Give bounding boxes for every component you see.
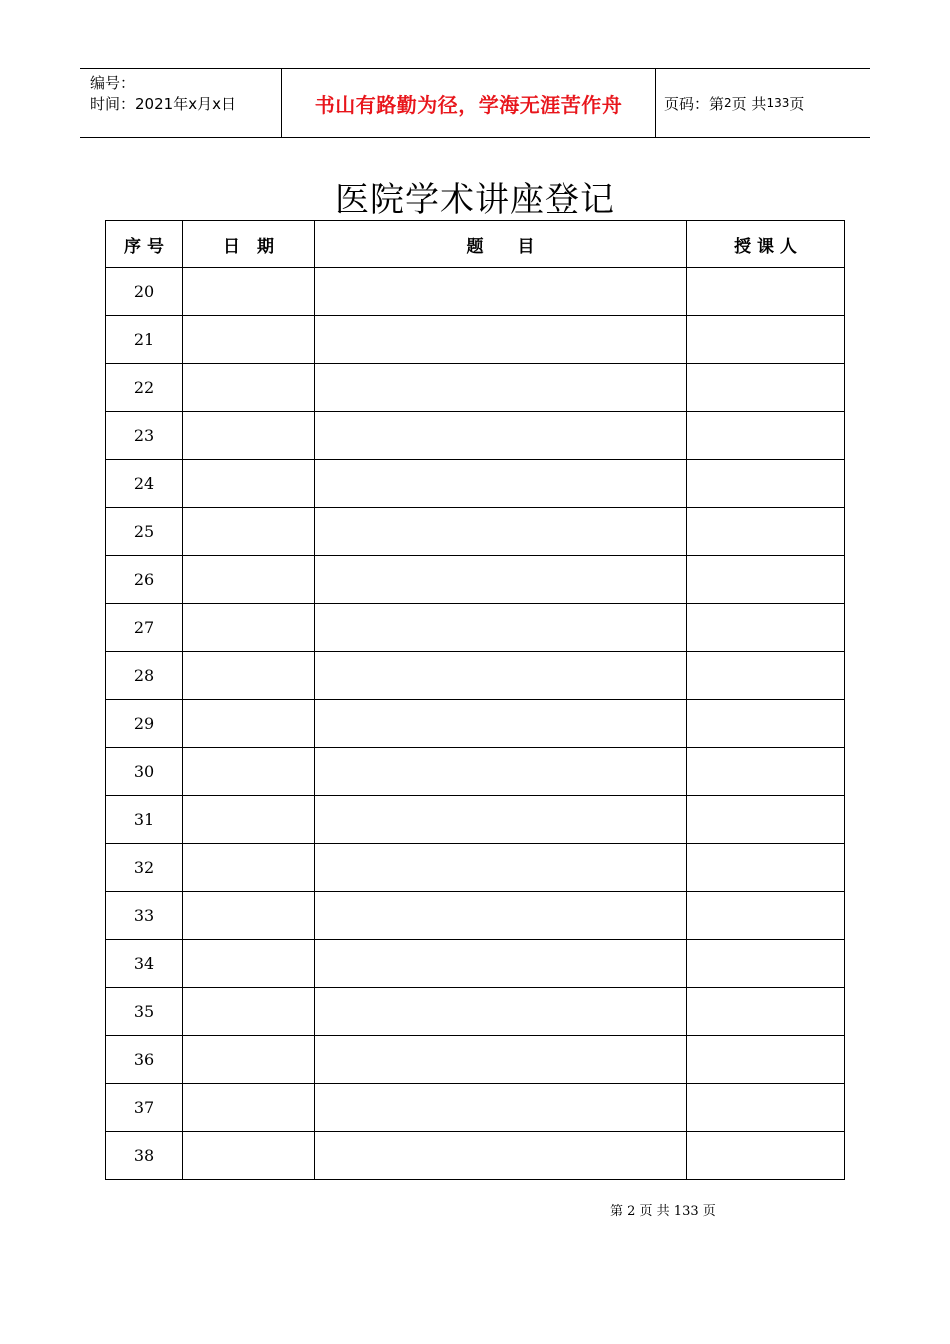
row-topic xyxy=(315,268,687,316)
row-index: 26 xyxy=(106,556,183,604)
row-topic xyxy=(315,1036,687,1084)
column-header-lecturer: 授 课 人 xyxy=(687,221,845,268)
table-row xyxy=(106,1132,845,1180)
row-topic xyxy=(315,1084,687,1132)
row-lecturer xyxy=(687,364,845,412)
row-date xyxy=(183,748,315,796)
row-index: 28 xyxy=(106,652,183,700)
time-prefix: 时间： xyxy=(90,95,136,113)
row-date xyxy=(183,700,315,748)
row-date xyxy=(183,268,315,316)
row-index: 30 xyxy=(106,748,183,796)
table-row xyxy=(106,412,845,460)
row-index: 22 xyxy=(106,364,183,412)
row-topic xyxy=(315,460,687,508)
row-lecturer xyxy=(687,316,845,364)
row-date xyxy=(183,316,315,364)
column-header-topic: 题 目 xyxy=(315,221,687,268)
row-lecturer xyxy=(687,508,845,556)
row-topic xyxy=(315,844,687,892)
row-date xyxy=(183,460,315,508)
row-date xyxy=(183,604,315,652)
row-lecturer xyxy=(687,556,845,604)
row-topic xyxy=(315,748,687,796)
page-mid: 页 共 xyxy=(731,94,767,113)
row-topic xyxy=(315,412,687,460)
table-row xyxy=(106,460,845,508)
column-header-index: 序 号 xyxy=(106,221,183,268)
table-row xyxy=(106,1084,845,1132)
row-index: 25 xyxy=(106,508,183,556)
row-lecturer xyxy=(687,1084,845,1132)
row-index: 33 xyxy=(106,892,183,940)
table-row xyxy=(106,844,845,892)
page-header xyxy=(80,68,870,138)
row-index: 32 xyxy=(106,844,183,892)
row-index: 34 xyxy=(106,940,183,988)
row-date xyxy=(183,1132,315,1180)
row-lecturer xyxy=(687,460,845,508)
row-index: 24 xyxy=(106,460,183,508)
header-page-number xyxy=(656,69,870,137)
row-lecturer xyxy=(687,604,845,652)
page-current: 2 xyxy=(724,96,732,110)
table-row xyxy=(106,940,845,988)
row-topic xyxy=(315,316,687,364)
row-lecturer xyxy=(687,700,845,748)
column-header-date: 日 期 xyxy=(183,221,315,268)
document-title: 医院学术讲座登记 xyxy=(335,180,615,220)
time-line xyxy=(90,94,281,115)
table-row xyxy=(106,988,845,1036)
header-meta xyxy=(80,69,282,137)
row-topic xyxy=(315,940,687,988)
table-row xyxy=(106,700,845,748)
row-date xyxy=(183,892,315,940)
row-date xyxy=(183,412,315,460)
row-lecturer xyxy=(687,988,845,1036)
table-row xyxy=(106,556,845,604)
row-date xyxy=(183,556,315,604)
row-lecturer xyxy=(687,892,845,940)
row-topic xyxy=(315,988,687,1036)
row-topic xyxy=(315,364,687,412)
row-date xyxy=(183,1084,315,1132)
row-topic xyxy=(315,1132,687,1180)
row-date xyxy=(183,508,315,556)
row-topic xyxy=(315,892,687,940)
row-date xyxy=(183,1036,315,1084)
table-row xyxy=(106,1036,845,1084)
row-topic xyxy=(315,556,687,604)
row-topic xyxy=(315,796,687,844)
row-lecturer xyxy=(687,1036,845,1084)
row-lecturer xyxy=(687,940,845,988)
table-row xyxy=(106,892,845,940)
row-lecturer xyxy=(687,796,845,844)
row-date xyxy=(183,364,315,412)
page-end: 页 xyxy=(789,94,805,113)
row-lecturer xyxy=(687,1132,845,1180)
row-index: 21 xyxy=(106,316,183,364)
row-index: 38 xyxy=(106,1132,183,1180)
code-label: 编号： xyxy=(90,74,136,92)
table-header-row xyxy=(106,221,845,268)
row-lecturer xyxy=(687,844,845,892)
row-index: 35 xyxy=(106,988,183,1036)
table-row xyxy=(106,652,845,700)
row-date xyxy=(183,940,315,988)
table-row xyxy=(106,316,845,364)
row-date xyxy=(183,796,315,844)
row-lecturer xyxy=(687,268,845,316)
page-total: 133 xyxy=(766,96,790,110)
row-lecturer xyxy=(687,412,845,460)
row-lecturer xyxy=(687,748,845,796)
table-row xyxy=(106,748,845,796)
header-motto: 书山有路勤为径，学海无涯苦作舟 xyxy=(282,69,656,137)
row-date xyxy=(183,844,315,892)
row-index: 36 xyxy=(106,1036,183,1084)
row-index: 29 xyxy=(106,700,183,748)
row-index: 23 xyxy=(106,412,183,460)
row-topic xyxy=(315,652,687,700)
table-row xyxy=(106,508,845,556)
row-lecturer xyxy=(687,652,845,700)
table-row xyxy=(106,796,845,844)
table-row xyxy=(106,364,845,412)
row-topic xyxy=(315,508,687,556)
page-footer: 第 2 页 共 133 页 xyxy=(610,1204,716,1219)
page-label: 页码：第 xyxy=(664,94,725,113)
row-index: 27 xyxy=(106,604,183,652)
row-topic xyxy=(315,604,687,652)
time-value: 2021年x月x日 xyxy=(135,95,236,113)
row-date xyxy=(183,988,315,1036)
row-date xyxy=(183,652,315,700)
row-index: 20 xyxy=(106,268,183,316)
lecture-register-table xyxy=(105,220,845,1180)
table-row xyxy=(106,604,845,652)
row-index: 37 xyxy=(106,1084,183,1132)
row-topic xyxy=(315,700,687,748)
row-index: 31 xyxy=(106,796,183,844)
table-row xyxy=(106,268,845,316)
